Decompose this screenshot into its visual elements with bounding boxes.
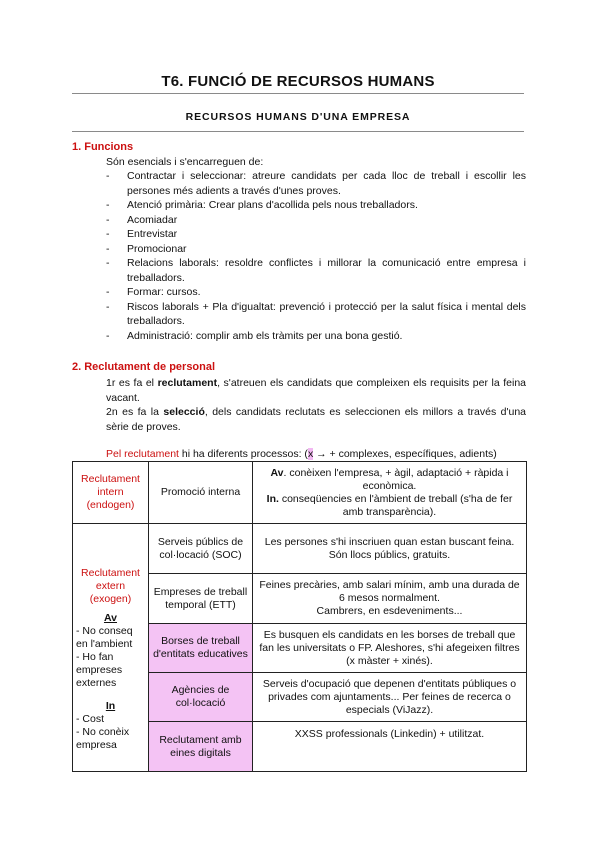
promocio-desc-cell: Av. conèixen l'empresa, + àgil, adaptació + ràpida i econòmica. In. conseqüencies en l'àmbient de treball (s'ha de fer amb transparència).: [253, 462, 527, 524]
intern-label: Reclutament intern (endogen): [81, 473, 140, 511]
reclutament-paragraph-2: 2n es fa la selecció, dels candidats reclutats es seleccionen els millors a través d'una sèrie de proves.: [106, 406, 527, 433]
list-item: - Entrevistar: [106, 227, 526, 242]
recruitment-table: [72, 461, 527, 772]
list-item: - Acomiadar: [106, 213, 526, 228]
source-name-cell: Promoció interna: [149, 462, 253, 524]
extern-in-item: - Cost: [76, 713, 105, 725]
subtitle-rule: [72, 131, 524, 132]
section-heading-funcions: 1. Funcions: [72, 141, 134, 153]
extern-in-item: - No conèix empresa: [76, 726, 130, 751]
source-name-cell: Reclutament amb eines digitals: [149, 722, 253, 772]
extern-label: Reclutament extern (exogen): [81, 567, 140, 605]
extern-av-item: - Ho fan empreses externes: [76, 651, 123, 689]
source-desc-cell: Serveis d'ocupació que depenen d'entitats públiques o privades com ajuntaments... Per feines de recerca o especials (ViJazz).: [253, 673, 527, 722]
list-item: - Promocionar: [106, 242, 526, 257]
source-desc-cell: Les persones s'hi inscriuen quan estan buscant feina. Són llocs públics, gratuits.: [253, 524, 527, 574]
source-name-cell: Serveis públics de col·locació (SOC): [149, 524, 253, 574]
processos-red-text: Pel reclutament: [106, 448, 179, 460]
funcions-intro: Són esencials i s'encarreguen de:: [106, 156, 264, 168]
source-desc-cell: Feines precàries, amb salari mínim, amb una durada de 6 mesos normalment. Cambrers, en esdeveniments...: [253, 574, 527, 624]
processos-line: Pel reclutament hi ha diferents processos: (x → + complexes, específiques, adients): [106, 448, 497, 460]
list-item: - Formar: cursos.: [106, 285, 526, 300]
funcions-list: [106, 169, 526, 343]
extern-av-item: - No conseq en l'ambient: [76, 625, 133, 650]
list-item: - Administració: complir amb els tràmits per una bona gestió.: [106, 329, 526, 344]
source-desc-cell: Es busquen els candidats en les borses de treball que fan les universitats o FP. Aleshores, s'hi afegeixen filtres (x màster + xinés).: [253, 624, 527, 673]
source-name-cell: Empreses de treball temporal (ETT): [149, 574, 253, 624]
highlighted-x: x: [307, 448, 314, 460]
list-item: - Riscos laborals + Pla d'igualtat: prevenció i protecció per la salut física i mental dels treballadors.: [106, 300, 526, 329]
source-name-cell: Agències de col·locació: [149, 673, 253, 722]
source-desc-cell: XXSS professionals (Linkedin) + utilitzat.: [253, 722, 527, 772]
table-row: [73, 524, 527, 574]
extern-in-title: In: [105, 700, 116, 712]
list-item: - Atenció primària: Crear plans d'acollida pels nous treballadors.: [106, 198, 526, 213]
list-item: - Relacions laborals: resoldre conflictes i millorar la comunicació entre empresa i treballadors.: [106, 256, 526, 285]
extern-cell: [73, 524, 149, 772]
extern-av-title: Av: [103, 612, 118, 624]
list-item: - Contractar i seleccionar: atreure candidats per cada lloc de treball i escollir les persones més adients a través d'unes proves.: [106, 169, 526, 198]
source-name-cell: Borses de treball d'entitats educatives: [149, 624, 253, 673]
intern-cell: [73, 462, 149, 524]
title-rule: [72, 93, 524, 94]
section-heading-reclutament: 2. Reclutament de personal: [72, 361, 216, 373]
document-subtitle: RECURSOS HUMANS D'UNA EMPRESA: [185, 111, 411, 123]
document-title: T6. FUNCIÓ DE RECURSOS HUMANS: [161, 73, 435, 90]
table-row: [73, 462, 527, 524]
reclutament-paragraph-1: 1r es fa el reclutament, s'atreuen els candidats que compleixen els requisits per la feina vacant.: [106, 377, 527, 404]
